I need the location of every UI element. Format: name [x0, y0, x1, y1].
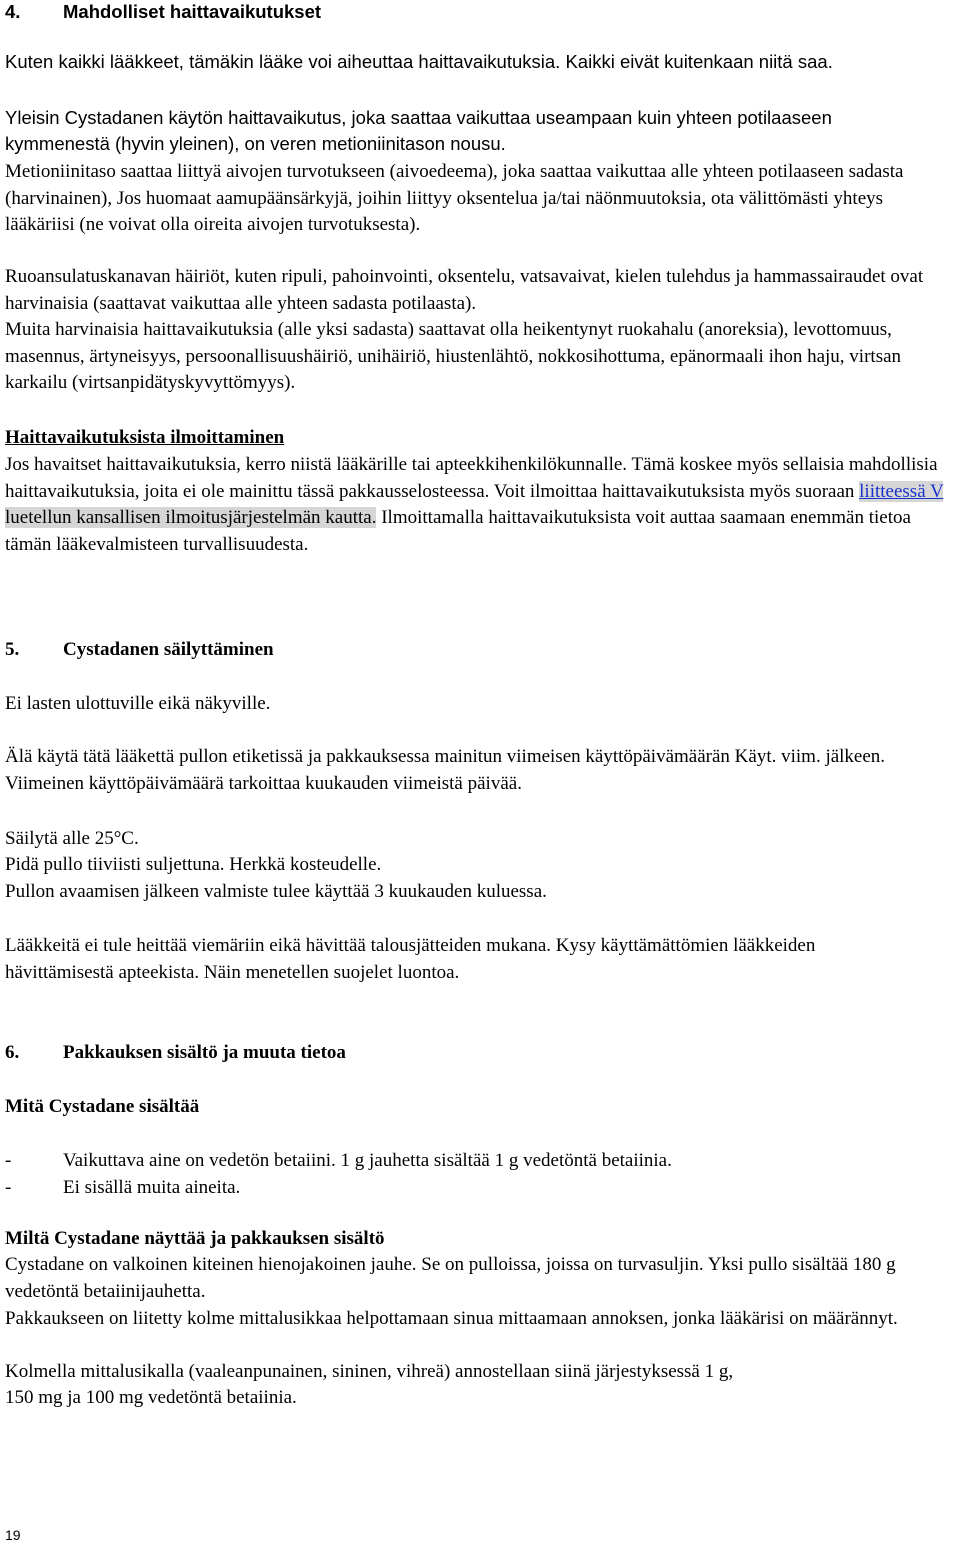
section-number: 6.: [5, 1042, 20, 1063]
section-6-heading: [5, 1040, 346, 1067]
section-5-heading: [5, 637, 274, 664]
bullet-text: Vaikuttava aine on vedetön betaiini. 1 g jauhetta sisältää 1 g vedetöntä betaiinia.: [63, 1150, 672, 1171]
section-number: 5.: [5, 639, 20, 660]
reporting-text: Jos havaitset haittavaikutuksia, kerro niistä lääkärille tai apteekkihenkilökunnalle. Tämä koskee myös sellaisia mahdollisia haittavaikutuksia, joita ei ole mainittu tässä pakkausselosteessa. Voit ilmoittaa haittavaikutuksista myös suoraan: [5, 454, 938, 502]
bullet-text: Ei sisällä muita aineita.: [63, 1177, 241, 1198]
expiry-paragraph: Älä käytä tätä lääkettä pullon etiketissä ja pakkauksessa mainitun viimeisen käyttöpäivämäärän Käyt. viim. jälkeen. Viimeinen käyttöpäivämäärä tarkoittaa kuukauden viimeistä päivää.: [5, 746, 886, 794]
reporting-paragraph: [5, 452, 955, 558]
reporting-heading: Haittavaikutuksista ilmoittaminen: [5, 427, 285, 448]
section-title: Pakkauksen sisältö ja muuta tietoa: [63, 1042, 346, 1063]
bullet-marker: -: [5, 1150, 12, 1171]
storage-closure: Pidä pullo tiiviisti suljettuna. Herkkä kosteudelle.: [5, 854, 382, 875]
reporting-text-after-link: luetellun kansallisen ilmoitusjärjestelmän kautta.: [5, 507, 377, 528]
section-title: Cystadanen säilyttäminen: [63, 639, 274, 660]
storage-temperature: Säilytä alle 25°C.: [5, 828, 139, 849]
digestive-paragraph: Ruoansulatuskanavan häiriöt, kuten ripuli, pahoinvointi, oksentelu, vatsavaivat, kielen tulehdus ja hammassairaudet ovat harvinaisia (saattavat vaikuttaa alle yhteen sadasta potilaasta).: [5, 266, 924, 314]
contents-heading: Mitä Cystadane sisältää: [5, 1096, 200, 1117]
rare-effects-paragraph: Muita harvinaisia haittavaikutuksia (alle yksi sadasta) saattavat olla heikentynyt ruokahalu (anoreksia), levottomuus, masennus, ärtyneisyys, persoonallisuushäiriö, unihäiriö, hiustenlähtö, nokkosihottuma, epänormaali ihon haju, virtsan karkailu (virtsanpidätyskyvyttömyys).: [5, 319, 902, 393]
page-number: 19: [5, 1527, 21, 1543]
metionine-paragraph: Metioniinitaso saattaa liittyä aivojen turvotukseen (aivoedeema), joka saattaa vaikuttaa alle yhteen potilaaseen sadasta (harvinainen), Jos huomaat aamupäänsärkyjä, joihin liittyy oksentelua ja/tai näönmuutoksia, ota välittömästi yhteys lääkäriisi (ne voivat olla oireita aivojen turvotuksesta).: [5, 161, 904, 235]
appearance-paragraph: Cystadane on valkoinen kiteinen hienojakoinen jauhe. Se on pulloissa, joissa on turvasuljin. Yksi pullo sisältää 180 g vedetöntä betaiinijauhetta.: [5, 1254, 896, 1302]
common-effect-line2: kymmenestä (hyvin yleinen), on veren metioniinitason nousu.: [5, 133, 506, 154]
annex-v-link[interactable]: liitteessä V: [859, 480, 944, 502]
section-4-heading: [5, 0, 321, 26]
storage-after-opening: Pullon avaamisen jälkeen valmiste tulee käyttää 3 kuukauden kuluessa.: [5, 881, 547, 902]
disposal-paragraph: Lääkkeitä ei tule heittää viemäriin eikä hävittää talousjätteiden mukana. Kysy käyttämättömien lääkkeiden hävittämisestä apteekista. Näin menetellen suojelet luontoa.: [5, 935, 816, 983]
intro-paragraph: Kuten kaikki lääkkeet, tämäkin lääke voi aiheuttaa haittavaikutuksia. Kaikki eivät kuitenkaan niitä saa.: [5, 51, 833, 72]
spoons-dosing-line2: 150 mg ja 100 mg vedetöntä betaiinia.: [5, 1387, 297, 1408]
reporting-text-end: Ilmoittamalla haittavaikutuksista voit auttaa saamaan enemmän tietoa tämän lääkevalmisteen turvallisuudesta.: [5, 507, 911, 555]
section-title: Mahdolliset haittavaikutukset: [63, 1, 322, 22]
section-number: 4.: [5, 1, 21, 22]
appearance-heading: Miltä Cystadane näyttää ja pakkauksen sisältö: [5, 1228, 385, 1249]
common-effect-line1: Yleisin Cystadanen käytön haittavaikutus, joka saattaa vaikuttaa useampaan kuin yhteen potilaaseen: [5, 107, 832, 128]
bullet-item: [5, 1148, 672, 1175]
bullet-item: [5, 1175, 240, 1202]
spoons-dosing-line1: Kolmella mittalusikalla (vaaleanpunainen, sininen, vihreä) annostellaan siinä järjestyksessä 1 g,: [5, 1361, 734, 1382]
children-warning: Ei lasten ulottuville eikä näkyville.: [5, 693, 271, 714]
spoons-paragraph: Pakkaukseen on liitetty kolme mittalusikkaa helpottamaan sinua mittaamaan annoksen, jonka lääkärisi on määrännyt.: [5, 1308, 898, 1329]
bullet-marker: -: [5, 1177, 12, 1198]
